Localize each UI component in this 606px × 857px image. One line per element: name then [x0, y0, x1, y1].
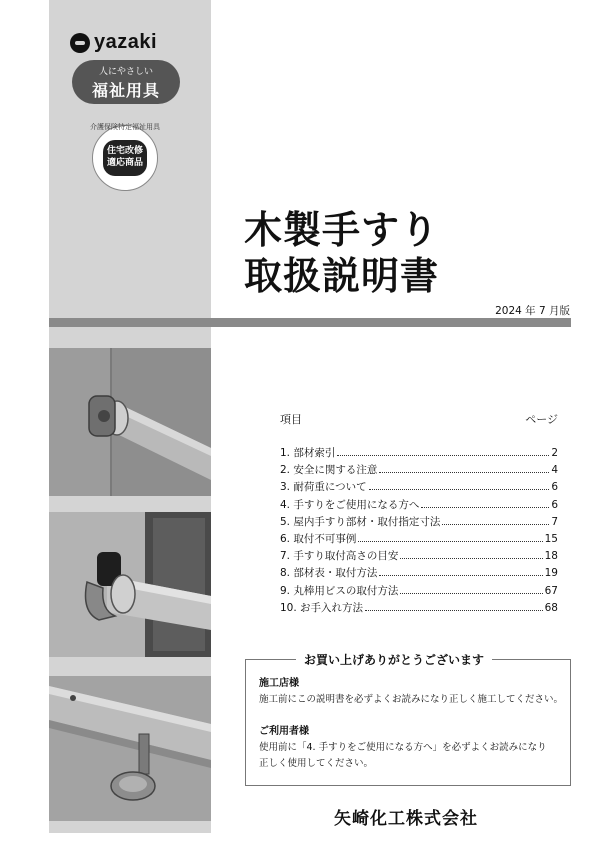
product-photo-1 [49, 348, 211, 496]
toc-row-label: 4. 手すりをご使用になる方へ [280, 498, 420, 511]
product-photo-3 [49, 676, 211, 821]
seal-line-2: 適応商品 [106, 158, 143, 168]
table-of-contents [280, 411, 558, 617]
welfare-products-badge [72, 60, 180, 104]
toc-row-page: 68 [544, 601, 558, 614]
toc-leader-dots [442, 524, 549, 525]
edition-date: 2024 年 7 月版 [495, 305, 570, 317]
housing-renovation-seal [92, 125, 158, 191]
user-text-1: 使用前に「4. 手すりをご使用になる方へ」を必ずよくお読みになり [259, 742, 547, 753]
toc-leader-dots [400, 593, 542, 594]
notice-body [259, 676, 563, 772]
toc-row[interactable] [280, 548, 558, 565]
toc-leader-dots [421, 507, 549, 508]
toc-row-page: 6 [551, 481, 558, 494]
yazaki-logo [70, 31, 157, 54]
document-title [244, 207, 439, 299]
toc-row[interactable] [280, 531, 558, 548]
toc-leader-dots [358, 541, 542, 542]
toc-row-page: 6 [551, 498, 558, 511]
handrail-support-photo-icon [49, 512, 211, 657]
toc-row-page: 18 [544, 550, 558, 563]
toc-row-label: 9. 丸棒用ビスの取付方法 [280, 584, 399, 597]
seal-line-1: 住宅改修 [106, 146, 143, 156]
user-text-2: 正しく使用してください。 [259, 758, 374, 769]
toc-row[interactable] [280, 600, 558, 617]
toc-row-page: 67 [544, 584, 558, 597]
welfare-tagline: 人にやさしい [98, 67, 153, 77]
toc-leader-dots [400, 558, 542, 559]
handrail-bracket-photo-icon [49, 348, 211, 496]
title-line-1: 木製手すり [244, 208, 440, 252]
notice-title: お買い上げありがとうございます [296, 651, 492, 668]
installer-heading: 施工店様 [259, 678, 299, 689]
thank-you-notice [245, 653, 571, 786]
toc-row[interactable] [280, 445, 558, 462]
toc-row[interactable] [280, 565, 558, 582]
title-line-2: 取扱説明書 [244, 254, 440, 298]
notice-spacer [259, 708, 563, 724]
title-divider [49, 318, 571, 327]
toc-leader-dots [369, 489, 550, 490]
toc-row-page: 19 [544, 567, 558, 580]
product-photo-2 [49, 512, 211, 657]
toc-row-label: 5. 屋内手すり部材・取付指定寸法 [280, 515, 441, 528]
toc-row-page: 2 [551, 447, 558, 459]
toc-row-page: 15 [544, 532, 558, 545]
toc-leader-dots [337, 455, 549, 456]
toc-row-label: 2. 安全に関する注意 [280, 464, 378, 477]
toc-row-label: 7. 手すり取付高さの目安 [280, 550, 399, 563]
installer-text: 施工前にこの説明書を必ずよくお読みになり正しく施工してください。 [259, 694, 564, 705]
welfare-label: 福祉用具 [91, 81, 160, 100]
toc-row-label: 10. お手入れ方法 [280, 601, 364, 614]
toc-leader-dots [379, 472, 549, 473]
toc-row-label: 8. 部材表・取付方法 [280, 567, 378, 580]
toc-row[interactable] [280, 497, 558, 514]
toc-row-label: 3. 耐荷重について [280, 481, 367, 494]
seal-inner [103, 140, 147, 176]
toc-row-page: 7 [551, 515, 558, 528]
toc-row[interactable] [280, 514, 558, 531]
toc-row-label: 1. 部材索引 [280, 447, 336, 459]
toc-header [280, 411, 558, 427]
handrail-arm-photo-icon [49, 676, 211, 821]
toc-header-page: ページ [525, 413, 558, 426]
toc-row-label: 6. 取付不可事例 [280, 532, 357, 545]
toc-row-page: 4 [551, 464, 558, 477]
company-name: 矢崎化工株式会社 [334, 809, 478, 829]
toc-row[interactable] [280, 462, 558, 479]
toc-leader-dots [365, 610, 543, 611]
toc-row[interactable] [280, 583, 558, 600]
seal-ring-text: 介護保険特定福祉用具 [90, 123, 160, 131]
yazaki-logo-mark-icon [70, 33, 90, 53]
toc-header-item: 項目 [280, 413, 302, 426]
toc-row[interactable] [280, 479, 558, 496]
toc-leader-dots [379, 575, 542, 576]
user-heading: ご利用者様 [259, 726, 309, 737]
logo-text: yazaki [94, 31, 158, 53]
